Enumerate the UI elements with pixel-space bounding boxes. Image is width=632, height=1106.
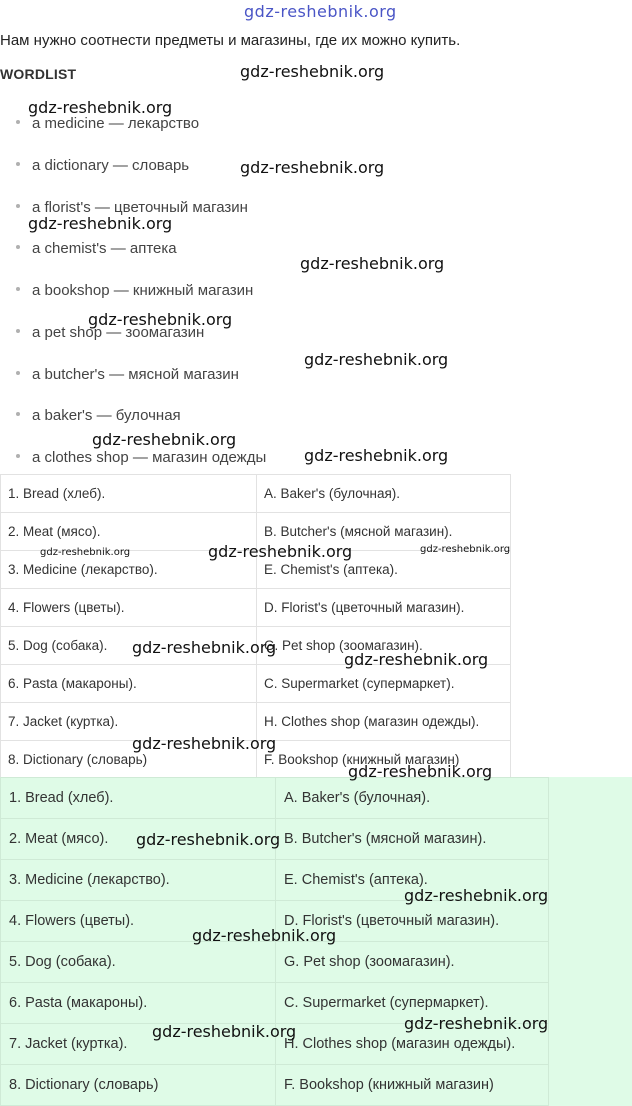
table-cell: A. Baker's (булочная). — [257, 475, 511, 513]
table-cell: F. Bookshop (книжный магазин) — [276, 1065, 549, 1106]
table-cell: 7. Jacket (куртка). — [1, 703, 257, 741]
table-cell: 7. Jacket (куртка). — [1, 1024, 276, 1065]
watermark: gdz-reshebnik.org — [404, 1014, 549, 1033]
table-row — [1, 778, 549, 819]
watermark: gdz-reshebnik.org — [208, 542, 353, 561]
table-cell: 5. Dog (собака). — [1, 627, 257, 665]
table-cell: H. Clothes shop (магазин одежды). — [276, 1024, 549, 1065]
wordlist-item: a baker's — булочная — [16, 407, 181, 424]
watermark: gdz-reshebnik.org — [344, 650, 489, 669]
table-cell: G. Pet shop (зоомагазин). — [257, 627, 511, 665]
bullet-icon — [16, 120, 20, 124]
watermark: gdz-reshebnik.org — [88, 310, 233, 329]
table-cell: H. Clothes shop (магазин одежды). — [257, 703, 511, 741]
watermark: gdz-reshebnik.org — [240, 62, 385, 81]
table-cell: A. Baker's (булочная). — [276, 778, 549, 819]
table-row — [1, 475, 511, 513]
bullet-icon — [16, 371, 20, 375]
watermark: gdz-reshebnik.org — [132, 734, 277, 753]
table-cell: 2. Meat (мясо). — [1, 819, 276, 860]
watermark: gdz-reshebnik.org — [304, 350, 449, 369]
table-row — [1, 589, 511, 627]
table-cell: 2. Meat (мясо). — [1, 513, 257, 551]
table-row — [1, 1065, 549, 1106]
table-cell: 8. Dictionary (словарь) — [1, 1065, 276, 1106]
table-cell: 3. Medicine (лекарство). — [1, 860, 276, 901]
watermark: gdz-reshebnik.org — [192, 926, 337, 945]
watermark: gdz-reshebnik.org — [152, 1022, 297, 1041]
wordlist-heading: WORDLIST — [0, 66, 77, 82]
watermark: gdz-reshebnik.org — [136, 830, 281, 849]
table-cell: 6. Pasta (макароны). — [1, 665, 257, 703]
wordlist-item: a butcher's — мясной магазин — [16, 366, 239, 383]
bullet-icon — [16, 454, 20, 458]
table-cell: B. Butcher's (мясной магазин). — [276, 819, 549, 860]
wordlist-item: a florist's — цветочный магазин — [16, 199, 248, 216]
wordlist-item: a medicine — лекарство — [16, 115, 199, 132]
watermark: gdz-reshebnik.org — [420, 544, 511, 555]
bullet-icon — [16, 412, 20, 416]
watermark: gdz-reshebnik.org — [404, 886, 549, 905]
wordlist-item: a chemist's — аптека — [16, 240, 177, 257]
table-cell: 4. Flowers (цветы). — [1, 589, 257, 627]
table-cell: G. Pet shop (зоомагазин). — [276, 942, 549, 983]
watermark: gdz-reshebnik.org — [348, 762, 493, 781]
bullet-icon — [16, 287, 20, 291]
watermark: gdz-reshebnik.org — [28, 214, 173, 233]
watermark: gdz-reshebnik.org — [304, 446, 449, 465]
bullet-icon — [16, 245, 20, 249]
watermark: gdz-reshebnik.org — [92, 430, 237, 449]
table-cell: F. Bookshop (книжный магазин) — [257, 741, 511, 779]
wordlist-item: a clothes shop — магазин одежды — [16, 449, 266, 466]
table-cell: 6. Pasta (макароны). — [1, 983, 276, 1024]
table-row — [1, 942, 549, 983]
table-cell: 3. Medicine (лекарство). — [1, 551, 257, 589]
table-cell: 1. Bread (хлеб). — [1, 778, 276, 819]
table-cell: D. Florist's (цветочный магазин). — [276, 901, 549, 942]
table-cell: 8. Dictionary (словарь) — [1, 741, 257, 779]
intro-text: Нам нужно соотнести предметы и магазины, где их можно купить. — [0, 32, 461, 49]
wordlist-item: a dictionary — словарь — [16, 157, 189, 174]
wordlist-item: a pet shop — зоомагазин — [16, 324, 204, 341]
wordlist-item: a bookshop — книжный магазин — [16, 282, 253, 299]
table-cell: C. Supermarket (супермаркет). — [276, 983, 549, 1024]
table-cell: 5. Dog (собака). — [1, 942, 276, 983]
table-cell: 1. Bread (хлеб). — [1, 475, 257, 513]
table-cell: E. Chemist's (аптека). — [257, 551, 511, 589]
bullet-icon — [16, 329, 20, 333]
table-cell: D. Florist's (цветочный магазин). — [257, 589, 511, 627]
watermark: gdz-reshebnik.org — [132, 638, 277, 657]
bullet-icon — [16, 162, 20, 166]
table-cell: B. Butcher's (мясной магазин). — [257, 513, 511, 551]
table-cell: C. Supermarket (супермаркет). — [257, 665, 511, 703]
bullet-icon — [16, 204, 20, 208]
table-cell: 4. Flowers (цветы). — [1, 901, 276, 942]
table-cell: E. Chemist's (аптека). — [276, 860, 549, 901]
watermark: gdz-reshebnik.org — [40, 547, 131, 558]
table-row — [1, 665, 511, 703]
watermark: gdz-reshebnik.org — [240, 158, 385, 177]
watermark: gdz-reshebnik.org — [28, 98, 173, 117]
watermark: gdz-reshebnik.org — [300, 254, 445, 273]
watermark-top: gdz-reshebnik.org — [244, 2, 397, 21]
